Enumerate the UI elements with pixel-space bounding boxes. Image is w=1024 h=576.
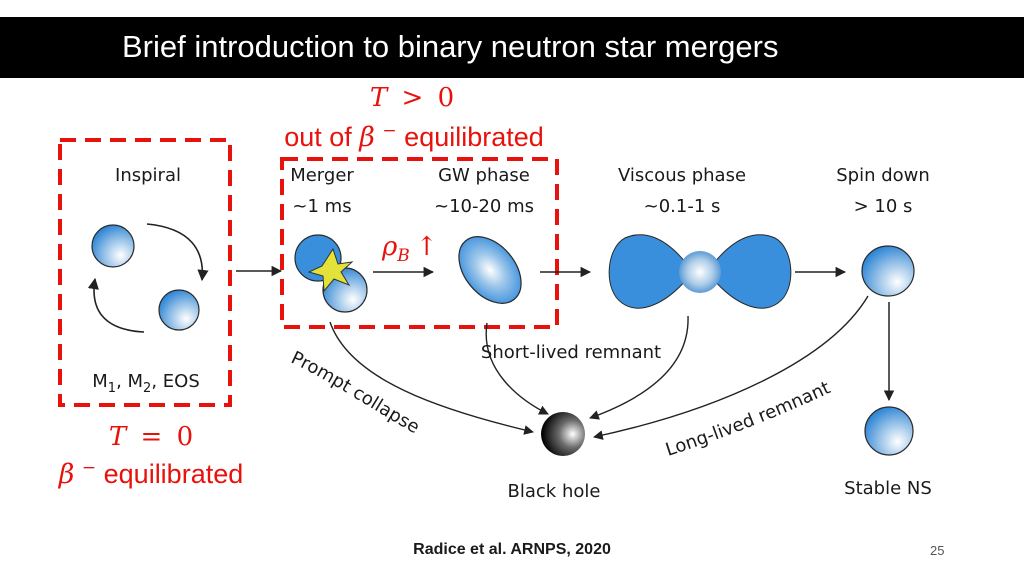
spindown-neutron-star [862,246,914,296]
bottom-condition: T = 0 [108,422,194,452]
density-increase-label: $\rho_B$ ↑ [382,232,438,266]
page-number: 25 [930,543,945,558]
gw-phase-remnant [446,225,533,315]
black-hole-label: Black hole [507,481,601,502]
bottom-equilibrium-label: β − equilibrated [58,458,244,490]
top-condition: T > 0 [369,83,455,113]
black-hole [541,412,585,456]
arrow-gw-to-black-hole [486,323,548,414]
neutron-star-2 [159,290,199,330]
prompt-collapse-label: Prompt collapse [287,347,424,439]
long-lived-label: Long-lived remnant [663,377,834,461]
orbit-arrow-1 [147,224,202,280]
arrow-long-lived-to-black-hole [594,296,868,437]
short-lived-label: Short-lived remnant [480,342,662,363]
stage-spindown-label: Spin down [836,165,930,186]
stage-gw-time: ~10-20 ms [433,196,535,217]
inspiral-parameters: $M_1$, $M_2$, EOS [92,371,200,396]
stage-viscous-label: Viscous phase [617,165,747,186]
arrow-prompt-collapse [330,322,533,432]
stage-gw-label: GW phase [438,165,530,186]
top-equilibrium-label: out of β − equilibrated [284,121,544,153]
stable-neutron-star [865,407,913,455]
viscous-core [679,251,721,293]
stage-spindown-time: > 10 s [853,196,913,217]
viscous-disk-right [714,235,791,308]
stage-viscous-time: ~0.1-1 s [643,196,721,217]
stage-merger-time: ~1 ms [292,196,352,217]
stable-ns-label: Stable NS [844,478,932,499]
viscous-disk-left [609,235,686,308]
stage-merger-label: Merger [290,165,354,186]
orbit-arrow-2 [94,279,144,332]
stage-inspiral-label: Inspiral [115,165,181,186]
slide-title: Brief introduction to binary neutron star mergers [122,29,779,64]
neutron-star-1 [92,225,134,267]
citation: Radice et al. ARNPS, 2020 [413,541,611,558]
arrow-short-lived-to-black-hole [590,316,688,418]
